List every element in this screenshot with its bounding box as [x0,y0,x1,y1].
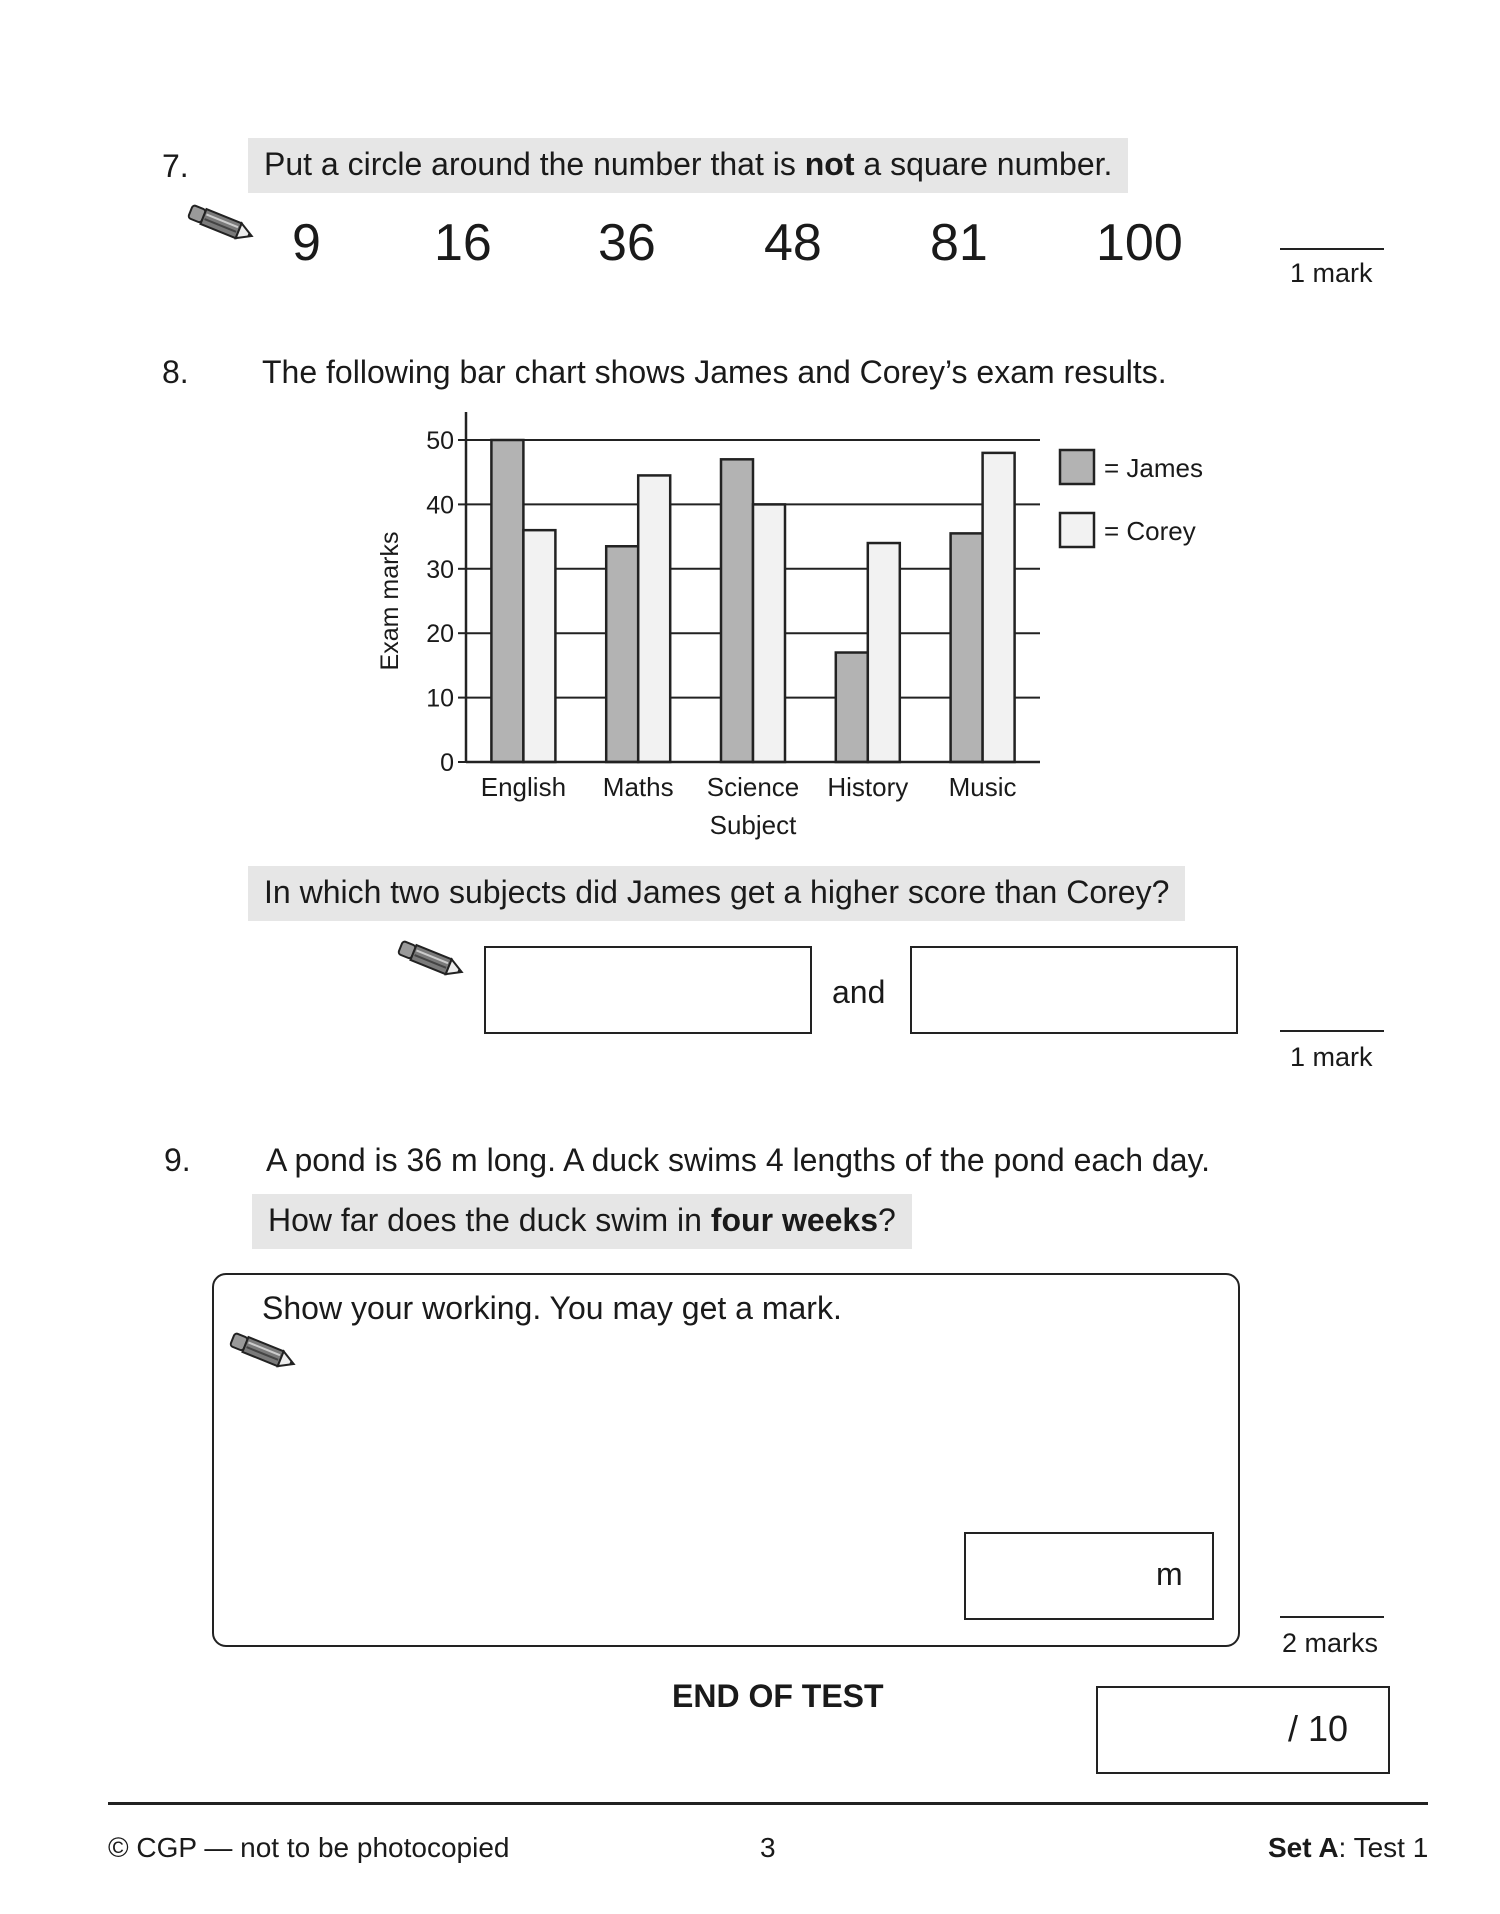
question-8-number: 8. [162,354,189,390]
bar-chart [360,400,1240,840]
working-instruction: Show your working. You may get a mark. [262,1290,842,1326]
bar-james-history [836,653,868,762]
legend-label-corey: = Corey [1104,516,1196,546]
bar-james-english [491,440,523,762]
question-8-intro: The following bar chart shows James and Corey’s exam results. [262,354,1167,390]
y-tick-label: 50 [426,427,454,455]
chart-bars [491,440,1014,762]
q7-option-1[interactable]: 9 [292,214,321,272]
legend-label-james: = James [1104,453,1203,483]
pencil-icon [226,1332,302,1372]
q7-prompt-post: a square number. [854,146,1113,182]
footer-test-id [1268,1832,1428,1864]
q7-mark-line [1280,248,1384,250]
question-8-prompt: In which two subjects did James get a higher score than Corey? [248,866,1185,921]
question-9-number: 9. [164,1142,191,1178]
y-tick-label: 0 [440,749,454,777]
bar-corey-english [523,530,555,762]
bar-corey-maths [638,475,670,762]
footer-page-number: 3 [760,1832,776,1863]
q7-option-6[interactable]: 100 [1096,214,1183,272]
x-tick-label: Maths [602,772,674,802]
legend-swatch-corey [1060,513,1094,547]
bar-james-science [721,459,753,762]
chart-x-tick-labels [481,772,1017,802]
question-7-number: 7. [162,148,189,184]
q9-unit-label: m [1156,1556,1183,1592]
footer-test-label: : Test 1 [1338,1832,1429,1863]
q8-and-label: and [832,974,886,1010]
q7-option-2[interactable]: 16 [434,214,492,272]
q7-mark-label: 1 mark [1290,258,1373,288]
footer-divider [108,1802,1428,1805]
x-tick-label: History [827,772,909,802]
bar-james-maths [606,546,638,762]
bar-james-music [951,533,983,762]
bar-corey-history [868,543,900,762]
q7-option-3[interactable]: 36 [598,214,656,272]
chart-y-axis-label: Exam marks [376,531,404,671]
x-tick-label: Science [706,772,800,802]
total-score-label: / 10 [1288,1708,1349,1749]
pencil-icon [394,940,470,980]
q9-mark-label: 2 marks [1282,1628,1379,1658]
bar-corey-music [983,453,1015,762]
q8-answer-box-2[interactable] [910,946,1238,1034]
x-tick-label: English [480,772,567,802]
y-tick-label: 30 [426,555,454,584]
q7-prompt-bold: not [804,146,855,182]
y-tick-label: 10 [426,684,454,713]
q7-option-5[interactable]: 81 [930,214,988,272]
y-tick-label: 40 [426,491,454,520]
q8-mark-line [1280,1030,1384,1032]
y-tick-label: 20 [426,620,454,649]
chart-legend [1060,450,1203,547]
chart-x-axis-label: Subject [709,810,797,840]
q8-mark-label: 1 mark [1290,1042,1373,1072]
q9-prompt-post: ? [878,1202,896,1238]
q9-prompt-bold: four weeks [710,1202,879,1238]
question-9-prompt [252,1194,912,1249]
q8-answer-box-1[interactable] [484,946,812,1034]
pencil-icon [184,204,260,244]
q7-option-4[interactable]: 48 [764,214,822,272]
x-tick-label: Music [948,772,1017,802]
legend-swatch-james [1060,450,1094,484]
q9-mark-line [1280,1616,1384,1618]
question-7-prompt [248,138,1128,193]
end-of-test-label: END OF TEST [672,1678,884,1714]
question-9-text: A pond is 36 m long. A duck swims 4 lengths of the pond each day. [266,1142,1210,1178]
chart-y-tick-labels [426,427,454,777]
q7-prompt-pre: Put a circle around the number that is [264,146,805,182]
bar-corey-science [753,504,785,762]
footer-copyright: © CGP — not to be photocopied [108,1832,510,1863]
footer-set-label: Set A [1268,1832,1339,1863]
q9-prompt-pre: How far does the duck swim in [268,1202,711,1238]
